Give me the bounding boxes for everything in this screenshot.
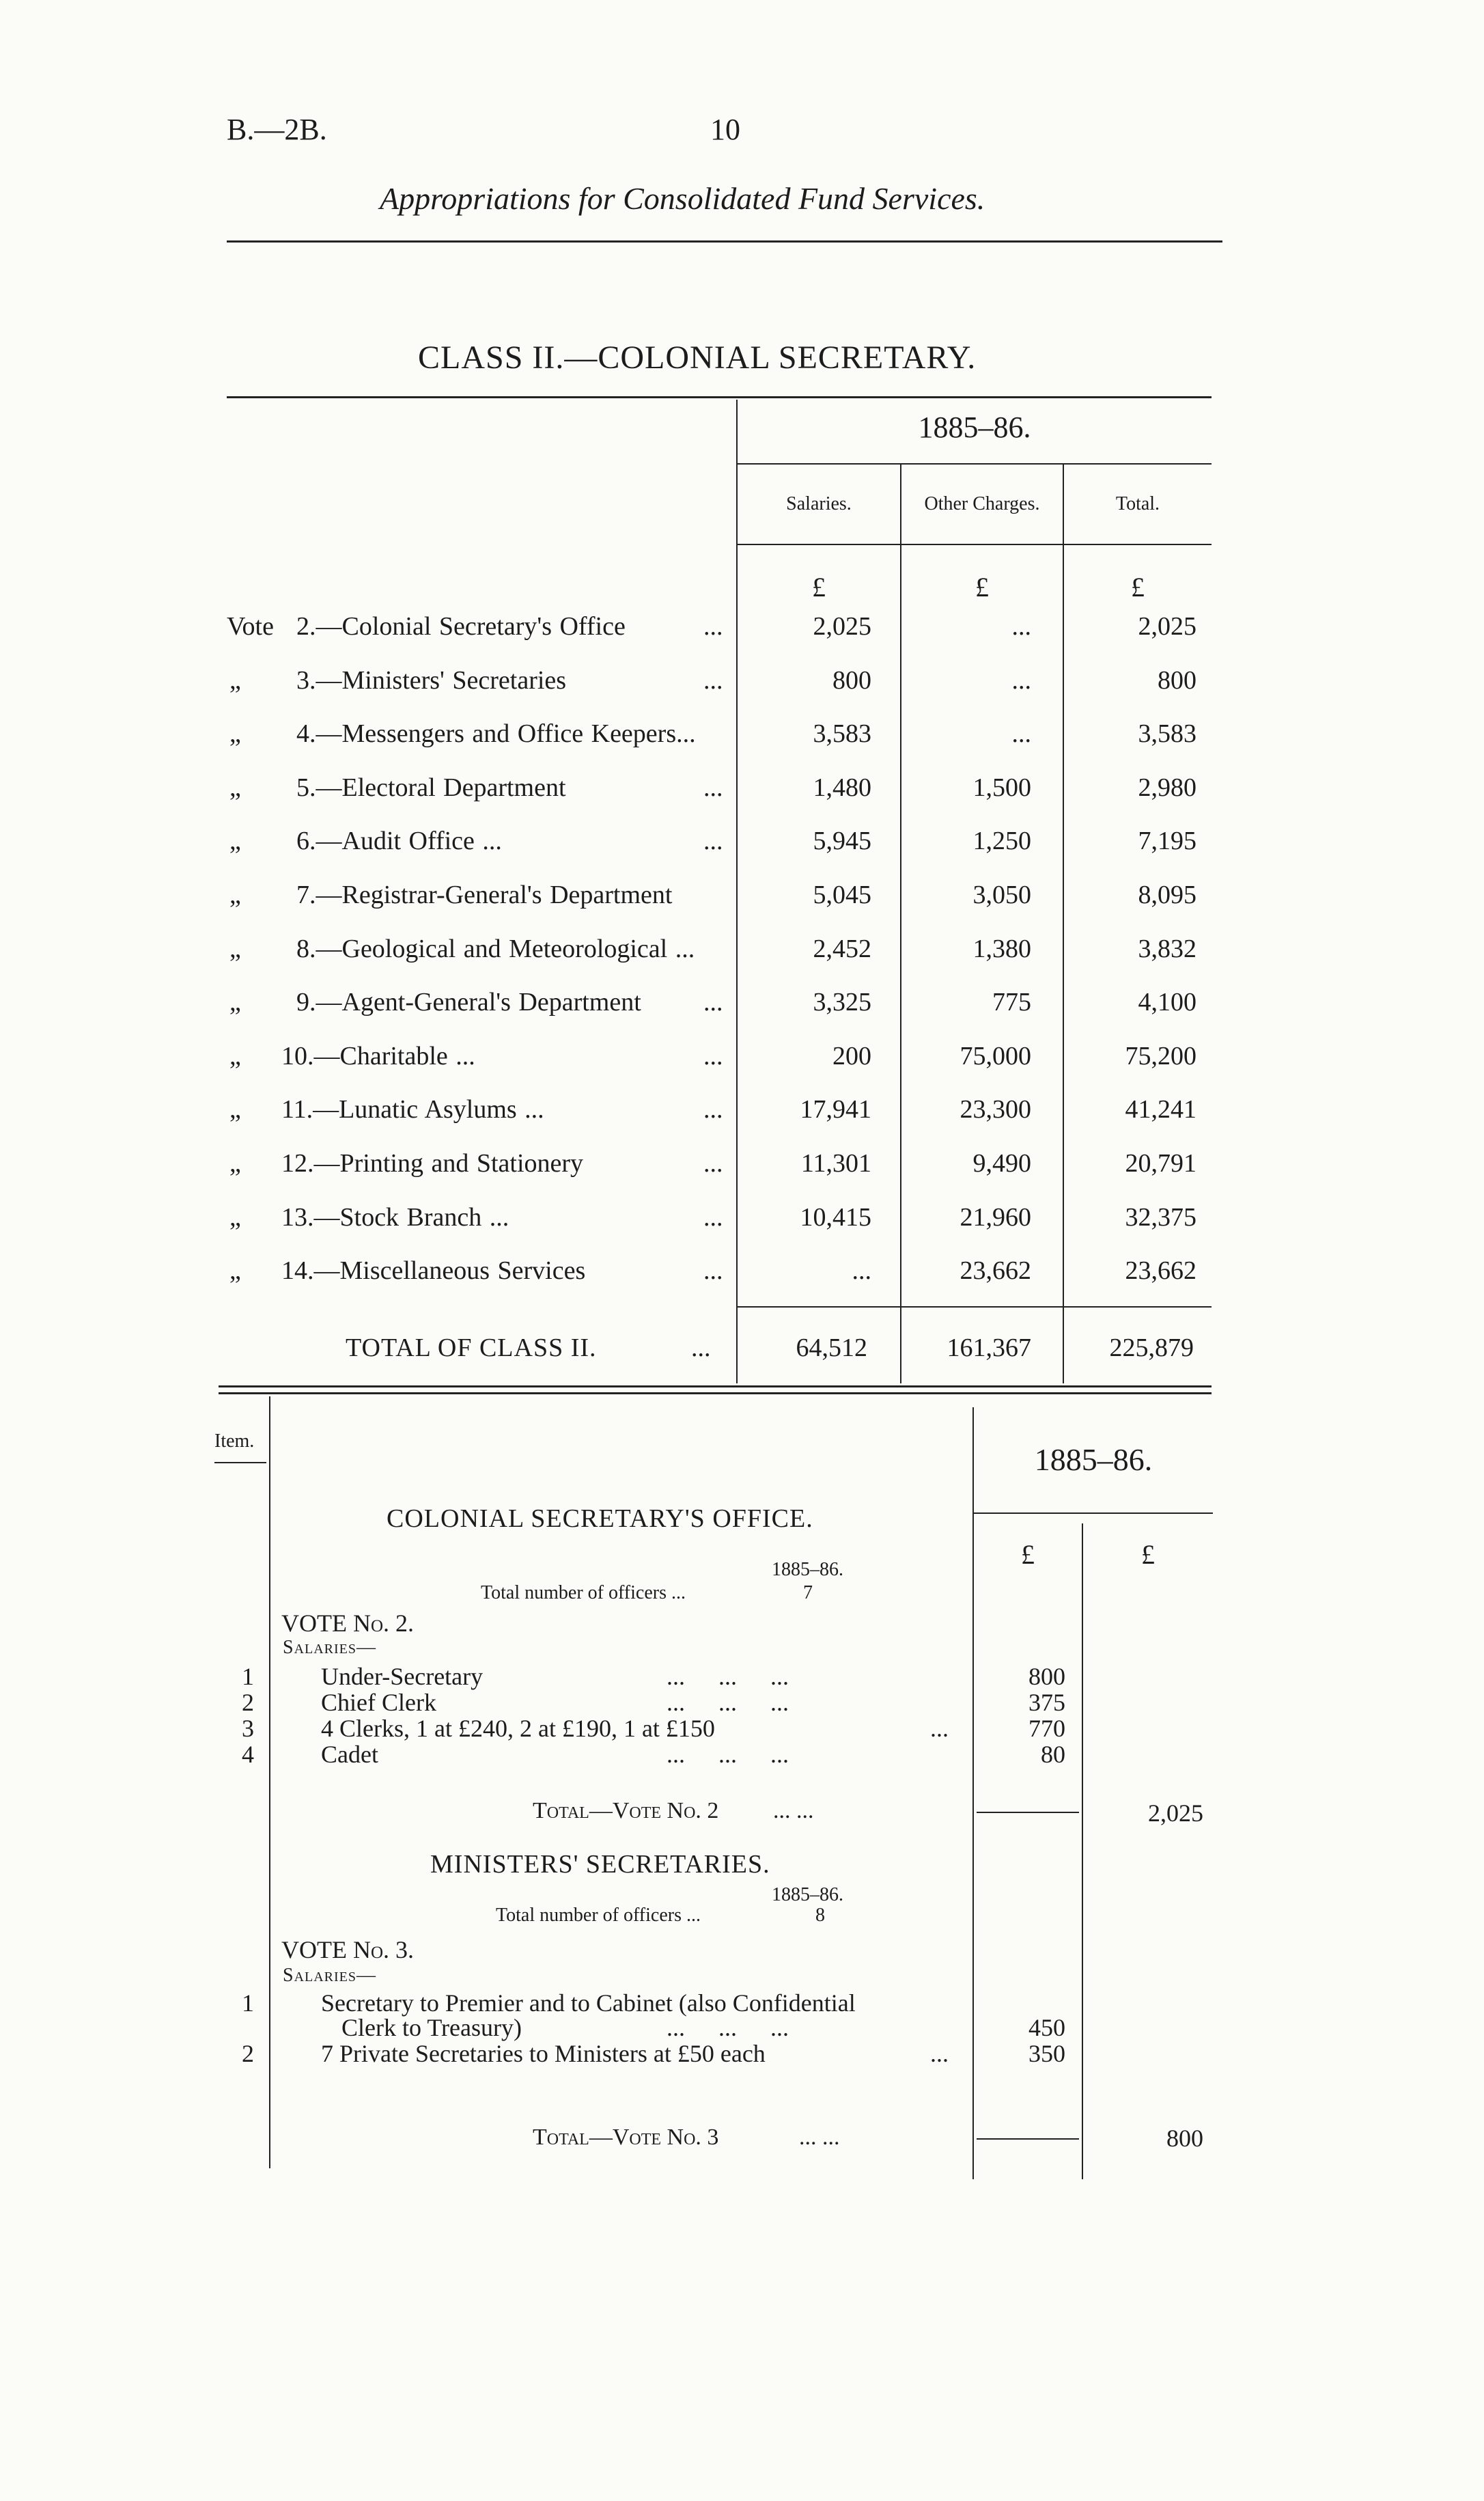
section2-item1-line2: Clerk to Treasury): [341, 2014, 522, 2041]
section1-item-amount: 800: [1028, 1663, 1065, 1690]
summary-bottom-rule-2: [219, 1392, 1212, 1394]
summary-row-salaries: 800: [832, 665, 871, 695]
summary-bottom-rule-1: [219, 1385, 1212, 1387]
total-total: 225,879: [1109, 1334, 1194, 1362]
summary-row-prefix: „: [229, 773, 241, 802]
summary-row-total: 32,375: [1125, 1202, 1196, 1232]
section2-year: 1885–86.: [772, 1884, 843, 1905]
page-title: Appropriations for Consolidated Fund Services.: [380, 181, 985, 216]
summary-row-total: 2,980: [1138, 773, 1196, 802]
section2-item2-dots: ...: [930, 2040, 949, 2067]
col-other-header: Other Charges.: [924, 493, 1040, 514]
summary-row-dots: ...: [703, 988, 723, 1017]
summary-row-total: 8,095: [1138, 881, 1196, 909]
summary-row-prefix: „: [229, 1149, 241, 1178]
summary-row-total: 7,195: [1138, 827, 1196, 856]
summary-row-other: ...: [1011, 719, 1031, 749]
summary-row-label: 13.—Stock Branch ...: [281, 1202, 509, 1232]
summary-row-other: 3,050: [972, 881, 1031, 909]
summary-row-prefix: „: [229, 827, 241, 856]
summary-row-label: 5.—Electoral Department: [296, 773, 566, 802]
summary-row-dots: ...: [703, 665, 723, 695]
summary-row-dots: ...: [703, 1256, 723, 1286]
summary-row-total: 3,832: [1138, 934, 1196, 963]
summary-row-total: 3,583: [1138, 719, 1196, 749]
section2-vote: VOTE No. 3.: [281, 1936, 415, 1963]
summary-row-dots: ...: [703, 1202, 723, 1232]
summary-row-label: 2.—Colonial Secretary's Office: [296, 612, 626, 641]
section1-item-dots: ... ... ...: [667, 1741, 789, 1768]
summary-row-other: ...: [1011, 665, 1031, 695]
summary-row-prefix: Vote: [227, 612, 274, 641]
summary-row-label: 8.—Geological and Meteorological ...: [296, 934, 695, 963]
section1-item-dots: ...: [930, 1715, 949, 1742]
summary-row-salaries: 2,025: [813, 612, 871, 641]
section1-officers-count: 7: [803, 1582, 813, 1603]
summary-row-dots: ...: [703, 1095, 723, 1124]
section2-salaries-heading: Salaries—: [283, 1965, 377, 1986]
summary-divider-other: [1063, 465, 1064, 1383]
col-salaries-header: Salaries.: [786, 493, 852, 514]
section1-item-text: Under-Secretary: [321, 1663, 484, 1690]
summary-year: 1885–86.: [918, 411, 1031, 444]
summary-row-prefix: „: [229, 1256, 241, 1286]
summary-row-other: 23,300: [960, 1095, 1031, 1124]
section1-item-text: Cadet: [321, 1741, 378, 1768]
summary-row-salaries: 1,480: [813, 773, 871, 802]
summary-subtotal-rule: [738, 1306, 1212, 1308]
summary-row-salaries: 5,045: [813, 881, 871, 909]
summary-row-total: 20,791: [1125, 1149, 1196, 1178]
section1-vote: VOTE No. 2.: [281, 1609, 415, 1637]
summary-row-label: 7.—Registrar-General's Department: [296, 881, 673, 909]
section2-item1-num: 1: [242, 1989, 254, 2017]
header-rule: [227, 240, 1222, 243]
summary-row-other: 75,000: [960, 1041, 1031, 1070]
summary-year-rule: [738, 463, 1212, 465]
total-salaries: 64,512: [796, 1334, 867, 1362]
summary-row-prefix: „: [229, 1202, 241, 1232]
section1-title: COLONIAL SECRETARY'S OFFICE.: [387, 1504, 813, 1533]
section1-item-amount: 770: [1028, 1715, 1065, 1742]
col-total-header: Total.: [1115, 493, 1160, 514]
section1-year: 1885–86.: [772, 1559, 843, 1580]
summary-row-total: 23,662: [1125, 1256, 1196, 1286]
summary-row-dots: ...: [703, 612, 723, 641]
section1-subtotal-rule: [977, 1812, 1079, 1813]
summary-row-salaries: 10,415: [800, 1202, 871, 1232]
summary-row-prefix: „: [229, 1095, 241, 1124]
item-header-rule: [214, 1462, 266, 1463]
summary-header-rule: [738, 544, 1212, 545]
summary-row-salaries: ...: [852, 1256, 871, 1286]
detail-divider-amount2: [1082, 1523, 1083, 2179]
detail-currency1: £: [1021, 1539, 1035, 1570]
detail-year-rule: [974, 1512, 1213, 1514]
section2-title: MINISTERS' SECRETARIES.: [430, 1850, 770, 1879]
detail-currency2: £: [1141, 1539, 1155, 1570]
currency-salaries: £: [812, 572, 826, 603]
summary-row-label: 4.—Messengers and Office Keepers...: [296, 719, 696, 749]
total-class-label: TOTAL OF CLASS II.: [346, 1334, 597, 1362]
section1-item-text: Chief Clerk: [321, 1689, 436, 1716]
page-number: 10: [710, 113, 740, 146]
summary-row-prefix: „: [229, 1041, 241, 1070]
section2-subtotal-rule: [977, 2138, 1079, 2140]
summary-row-label: 10.—Charitable ...: [281, 1041, 475, 1070]
section2-item1-amount: 450: [1028, 2014, 1065, 2041]
summary-row-salaries: 3,583: [813, 719, 871, 749]
summary-row-label: 14.—Miscellaneous Services: [281, 1256, 586, 1286]
summary-row-other: 1,500: [972, 773, 1031, 802]
item-header: Item.: [214, 1431, 255, 1452]
section1-item-dots: ... ... ...: [667, 1689, 789, 1716]
summary-row-total: 4,100: [1138, 988, 1196, 1017]
summary-row-dots: ...: [703, 773, 723, 802]
section1-item-num: 1: [242, 1663, 254, 1690]
summary-row-salaries: 3,325: [813, 988, 871, 1017]
summary-row-salaries: 11,301: [800, 1149, 871, 1178]
currency-total: £: [1131, 572, 1145, 603]
summary-row-other: 1,250: [972, 827, 1031, 856]
section1-item-text: 4 Clerks, 1 at £240, 2 at £190, 1 at £150: [321, 1715, 715, 1742]
section1-officers-label: Total number of officers ...: [481, 1582, 686, 1603]
total-class-dots: ...: [691, 1334, 711, 1362]
section2-officers-label: Total number of officers ...: [496, 1905, 701, 1926]
section2-total-amount: 800: [1166, 2125, 1203, 2152]
summary-row-other: 775: [992, 988, 1031, 1017]
summary-row-other: 9,490: [972, 1149, 1031, 1178]
summary-row-salaries: 17,941: [800, 1095, 871, 1124]
summary-divider-salaries: [900, 465, 901, 1383]
section1-total-amount: 2,025: [1148, 1799, 1203, 1827]
summary-row-prefix: „: [229, 881, 241, 909]
summary-row-prefix: „: [229, 719, 241, 749]
section2-item1-dots: ... ... ...: [667, 2014, 789, 2041]
summary-row-label: 11.—Lunatic Asylums ...: [281, 1095, 544, 1124]
class-heading: CLASS II.—COLONIAL SECRETARY.: [418, 340, 977, 376]
section2-item2-num: 2: [242, 2040, 254, 2067]
summary-row-other: 21,960: [960, 1202, 1031, 1232]
section1-total-label: Total—Vote No. 2: [533, 1798, 719, 1823]
summary-row-total: 41,241: [1125, 1095, 1196, 1124]
page-ref: B.—2B.: [227, 113, 327, 146]
section2-total-label: Total—Vote No. 3: [533, 2125, 719, 2150]
summary-row-dots: ...: [703, 827, 723, 856]
detail-divider-item: [269, 1396, 270, 2168]
summary-row-total: 800: [1158, 665, 1196, 695]
section2-item1-line1: Secretary to Premier and to Cabinet (also Confidential: [321, 1989, 856, 2017]
summary-row-label: 12.—Printing and Stationery: [281, 1149, 584, 1178]
section2-total-dots: ... ...: [799, 2125, 840, 2150]
section2-item2-text: 7 Private Secretaries to Ministers at £50 each: [321, 2040, 766, 2067]
summary-row-prefix: „: [229, 934, 241, 963]
currency-other: £: [975, 572, 989, 603]
section1-item-num: 3: [242, 1715, 254, 1742]
section1-salaries-heading: Salaries—: [283, 1637, 377, 1658]
summary-row-other: ...: [1011, 612, 1031, 641]
section1-item-amount: 80: [1041, 1741, 1065, 1768]
summary-row-label: 9.—Agent-General's Department: [296, 988, 641, 1017]
summary-row-label: 3.—Ministers' Secretaries: [296, 665, 567, 695]
summary-row-salaries: 200: [832, 1041, 871, 1070]
total-other: 161,367: [947, 1334, 1031, 1362]
section1-item-num: 2: [242, 1689, 254, 1716]
section1-item-num: 4: [242, 1741, 254, 1768]
summary-row-total: 2,025: [1138, 612, 1196, 641]
section1-item-dots: ... ... ...: [667, 1663, 789, 1690]
section2-officers-count: 8: [815, 1905, 825, 1926]
summary-row-salaries: 2,452: [813, 934, 871, 963]
summary-row-total: 75,200: [1125, 1041, 1196, 1070]
summary-row-salaries: 5,945: [813, 827, 871, 856]
summary-row-prefix: „: [229, 988, 241, 1017]
section2-item2-amount: 350: [1028, 2040, 1065, 2067]
summary-row-prefix: „: [229, 665, 241, 695]
summary-top-rule: [227, 396, 1212, 398]
summary-row-dots: ...: [703, 1041, 723, 1070]
summary-row-label: 6.—Audit Office ...: [296, 827, 502, 856]
detail-year: 1885–86.: [1034, 1442, 1153, 1477]
section1-total-dots: ... ...: [773, 1798, 814, 1823]
summary-row-other: 23,662: [960, 1256, 1031, 1286]
summary-row-other: 1,380: [972, 934, 1031, 963]
summary-row-dots: ...: [703, 1149, 723, 1178]
section1-item-amount: 375: [1028, 1689, 1065, 1716]
